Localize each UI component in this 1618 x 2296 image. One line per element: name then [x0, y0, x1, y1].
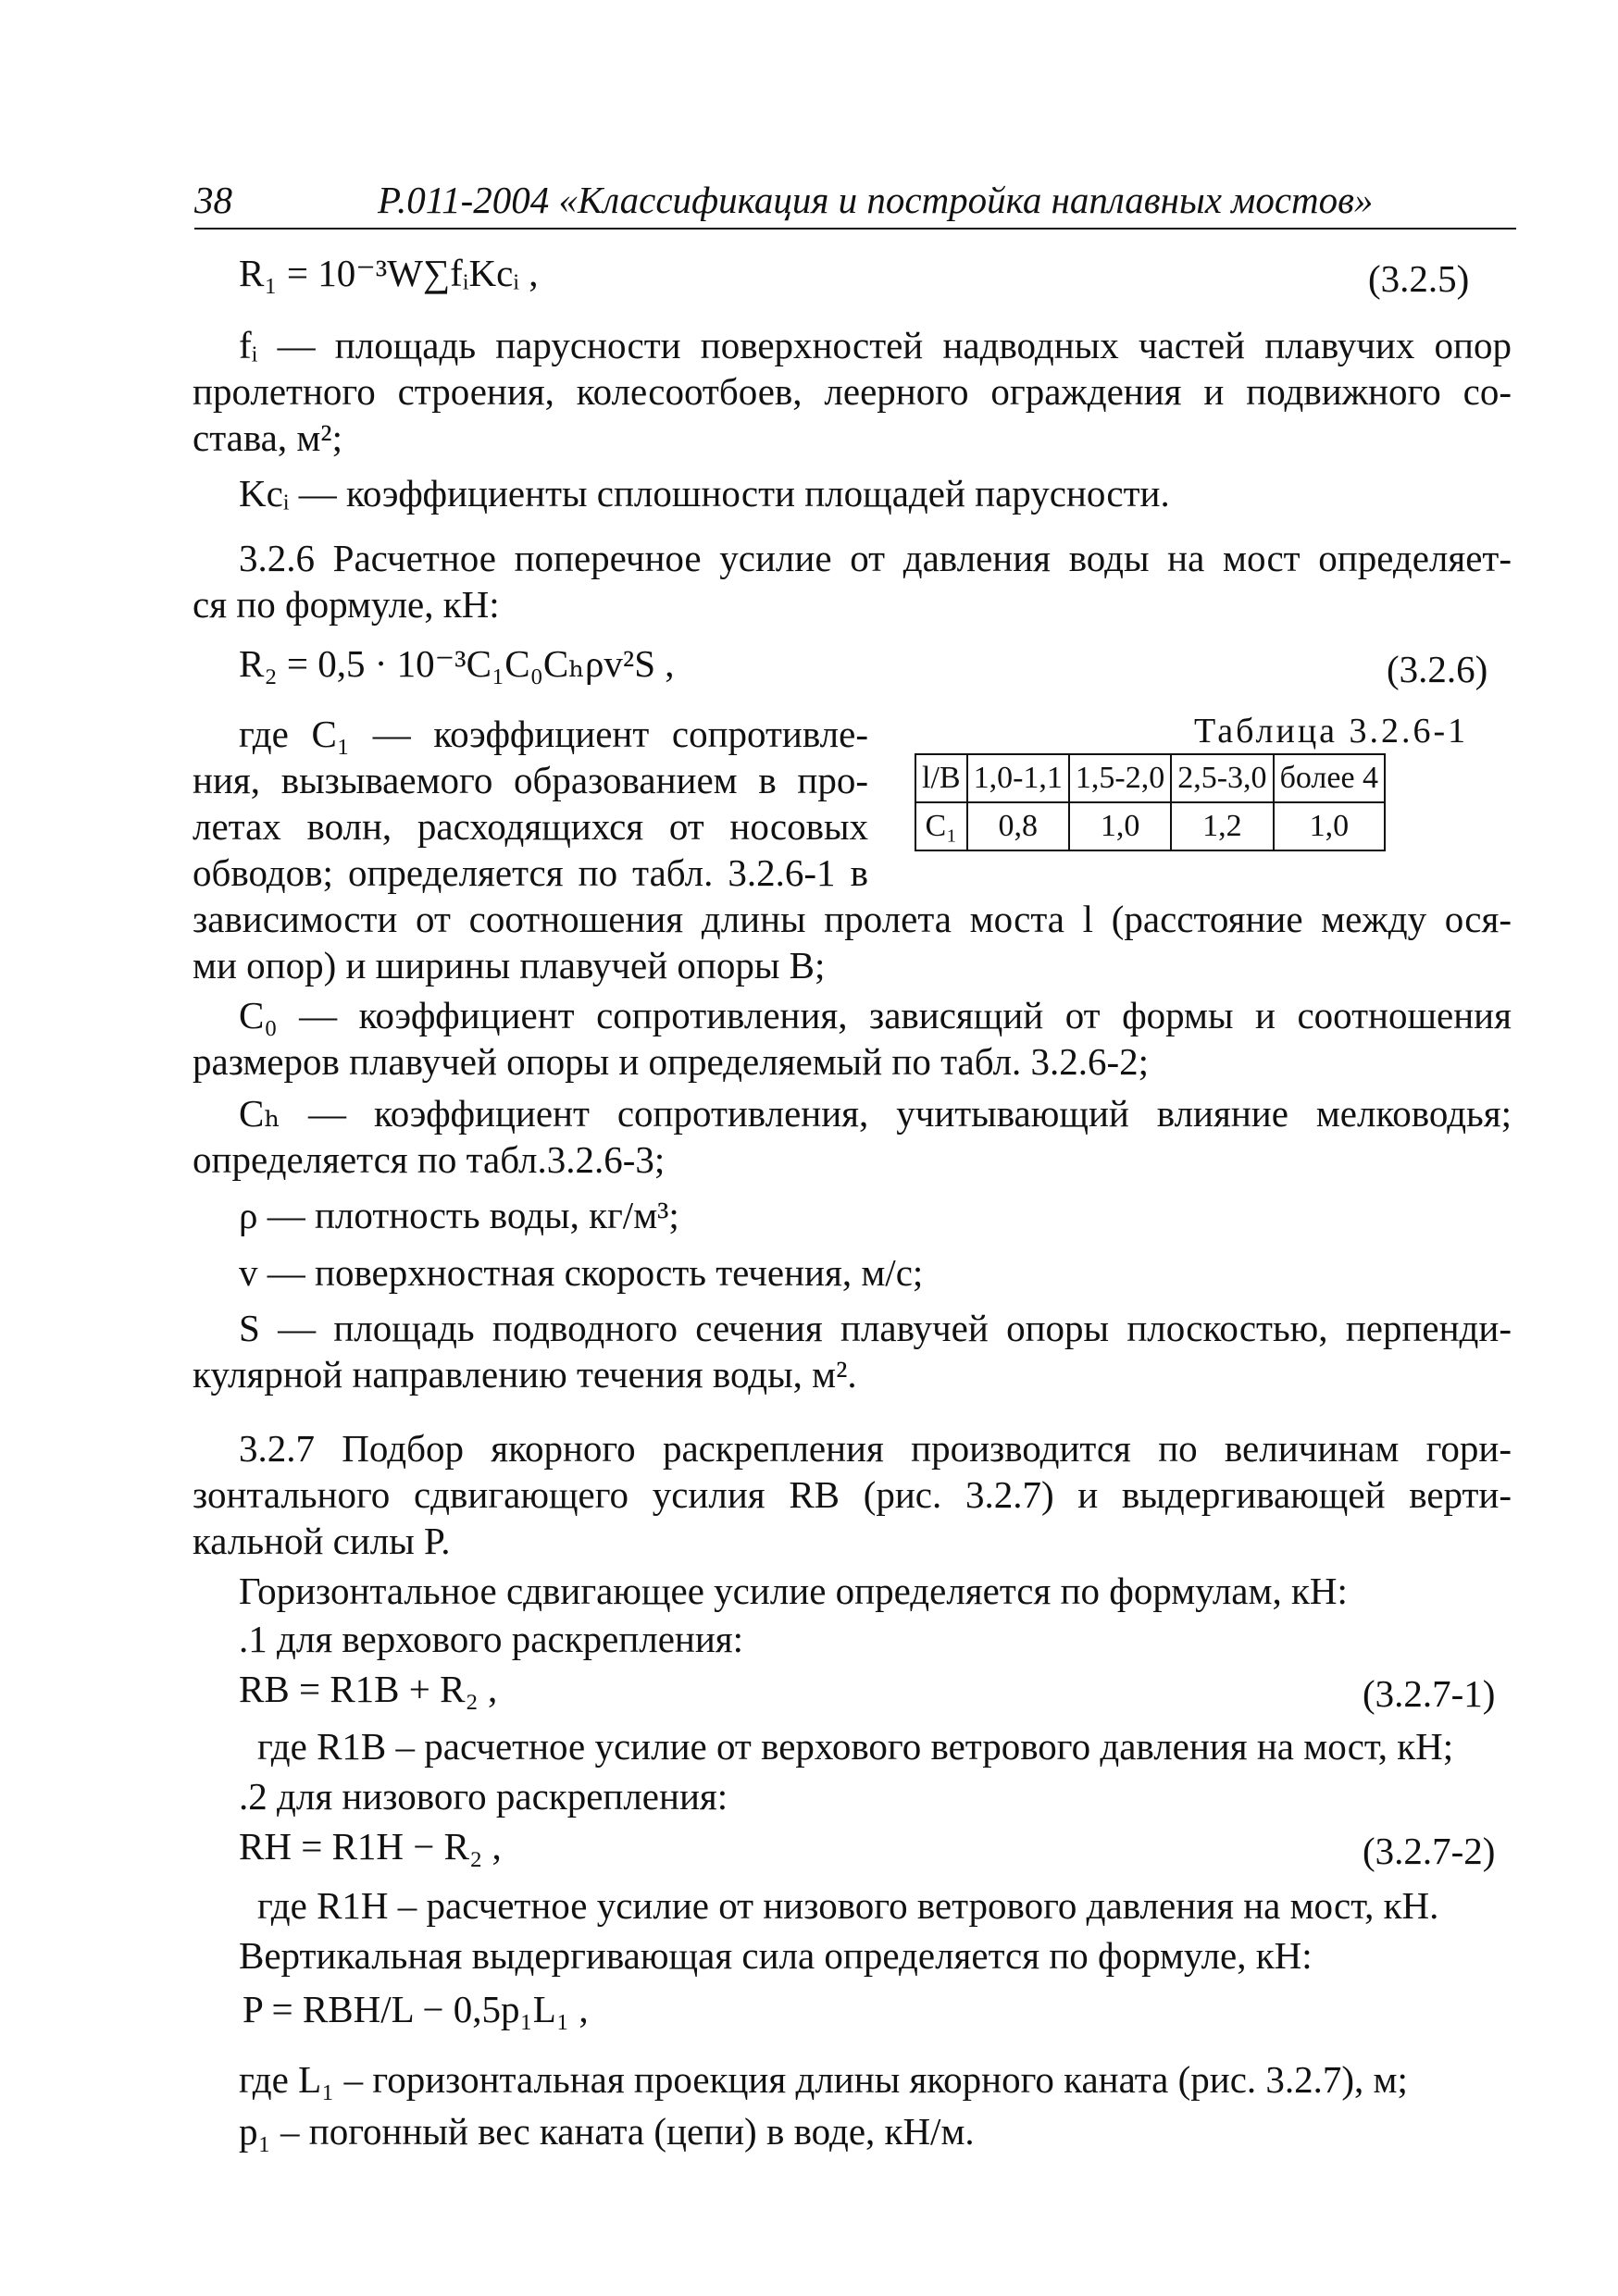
definition-line: летах волн, расходящихся от носовых [193, 805, 868, 848]
paragraph-line: Вертикальная выдергивающая сила определяется по формуле, кН: [239, 1934, 1313, 1977]
page-number: 38 [194, 179, 232, 221]
section-3-2-6-line: 3.2.6 Расчетное поперечное усилие от давления воды на мост определяет- [239, 537, 1512, 579]
definition-line: кулярной направлению течения воды, м². [193, 1353, 857, 1396]
table-cell: 1,5-2,0 [1069, 754, 1171, 802]
header-rule [194, 228, 1516, 230]
definition-line: где L₁ – горизонтальная проекция длины якорного каната (рис. 3.2.7), м; [239, 2058, 1408, 2101]
definition-line: ми опор) и ширины плавучей опоры B; [193, 944, 826, 987]
definition-line: S — площадь подводного сечения плавучей опоры плоскостью, перпенди- [239, 1307, 1512, 1349]
equation-number: (3.2.5) [1368, 257, 1470, 300]
equation-number: (3.2.6) [1387, 648, 1488, 690]
equation-3-2-7-1: RВ = R1В + R₂ , [239, 1668, 498, 1710]
equation-number: (3.2.7-1) [1363, 1672, 1496, 1715]
section-3-2-7-line: 3.2.7 Подбор якорного раскрепления производится по величинам гори- [239, 1427, 1512, 1470]
definition-line: fᵢ — площадь парусности поверхностей надводных частей плавучих опор [239, 324, 1512, 366]
definition-line: v — поверхностная скорость течения, м/с; [239, 1251, 924, 1294]
table-cell: l/B [915, 754, 967, 802]
table-cell: более 4 [1274, 754, 1386, 802]
definition-line: размеров плавучей опоры и определяемый по табл. 3.2.6-2; [193, 1040, 1150, 1083]
equation-3-2-5: R₁ = 10⁻³W∑fᵢKcᵢ , [239, 252, 539, 294]
section-3-2-6-line: ся по формуле, кН: [193, 583, 500, 626]
definition-line: определяется по табл.3.2.6-3; [193, 1138, 666, 1181]
definition-line: где R1Н – расчетное усилие от низового ветрового давления на мост, кН. [257, 1884, 1439, 1927]
definition-line: p₁ – погонный вес каната (цепи) в воде, кН/м. [239, 2110, 975, 2153]
definition-line: става, м²; [193, 416, 342, 459]
table-cell: C₁ [915, 802, 967, 850]
table-header-row [915, 754, 1385, 802]
table-cell: 2,5-3,0 [1171, 754, 1273, 802]
equation-3-2-6: R₂ = 0,5 · 10⁻³C₁C₀Cₕρv²S , [239, 642, 675, 685]
definition-line: C₀ — коэффициент сопротивления, зависящий от формы и соотношения [239, 994, 1512, 1036]
definition-line: Kcᵢ — коэффициенты сплошности площадей парусности. [239, 472, 1170, 515]
header-title: Р.011-2004 «Классификация и постройка наплавных мостов» [378, 179, 1374, 221]
list-item: .1 для верхового раскрепления: [239, 1618, 744, 1660]
definition-line: где C₁ — коэффициент сопротивле- [239, 713, 868, 755]
section-3-2-7-line: зонтального сдвигающего усилия RВ (рис. 3.2.7) и выдергивающей верти- [193, 1473, 1512, 1516]
definition-line: пролетного строения, колесоотбоев, леерного ограждения и подвижного со- [193, 370, 1512, 413]
definition-line: ния, вызываемого образованием в про- [193, 759, 868, 801]
table-cell: 1,0 [1069, 802, 1171, 850]
table-caption: Таблица 3.2.6-1 [1194, 712, 1469, 751]
definition-line: зависимости от соотношения длины пролета моста l (расстояние между ося- [193, 898, 1512, 940]
definition-line: ρ — плотность воды, кг/м³; [239, 1194, 679, 1236]
table-row [915, 802, 1385, 850]
list-item: .2 для низового раскрепления: [239, 1775, 728, 1818]
definition-line: где R1В – расчетное усилие от верхового ветрового давления на мост, кН; [257, 1725, 1454, 1768]
table-3-2-6-1 [915, 753, 1386, 851]
definition-line: обводов; определяется по табл. 3.2.6-1 в [193, 851, 868, 894]
table-cell: 1,2 [1171, 802, 1273, 850]
equation-3-2-7-2: RН = R1Н − R₂ , [239, 1825, 502, 1868]
section-3-2-7-line: кальной силы P. [193, 1520, 451, 1562]
table-cell: 1,0 [1274, 802, 1386, 850]
table-cell: 1,0-1,1 [967, 754, 1069, 802]
equation-number: (3.2.7-2) [1363, 1830, 1496, 1872]
equation-pull-force: P = RВH/L − 0,5p₁L₁ , [243, 1988, 589, 2030]
paragraph-line: Горизонтальное сдвигающее усилие определяется по формулам, кН: [239, 1570, 1348, 1612]
definition-line: Cₕ — коэффициент сопротивления, учитывающий влияние мелководья; [239, 1092, 1512, 1135]
table-cell: 0,8 [967, 802, 1069, 850]
